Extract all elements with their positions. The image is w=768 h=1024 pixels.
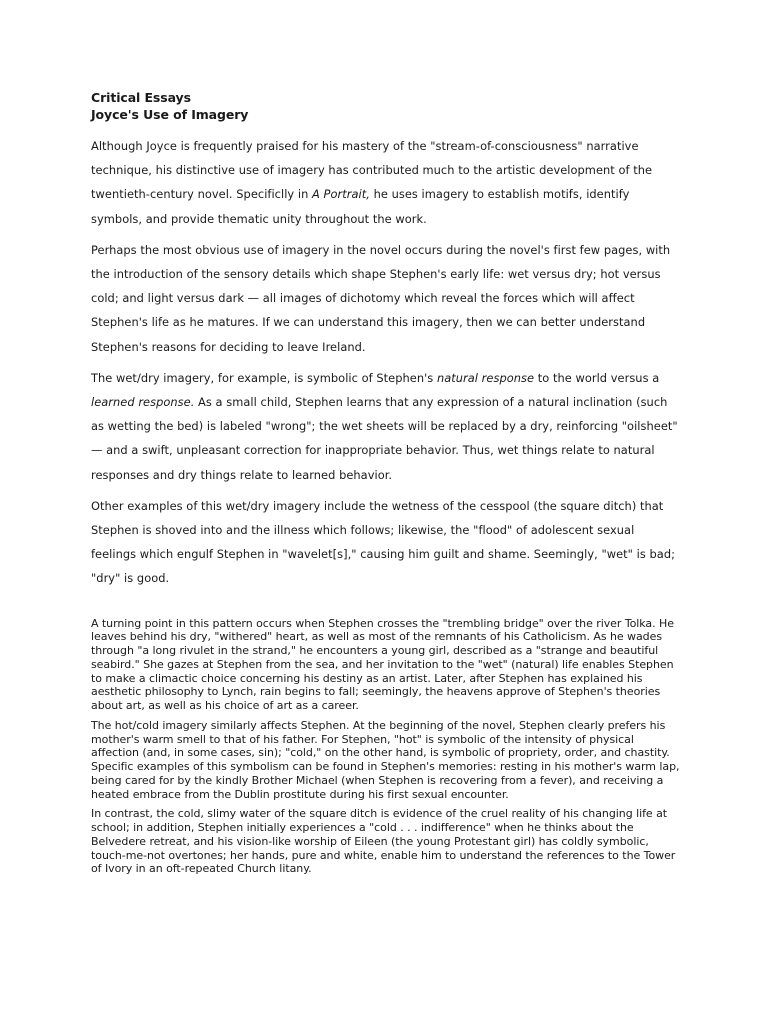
essay-section-secondary [91, 617, 681, 877]
page-title: Joyce's Use of Imagery [91, 107, 249, 122]
paragraph-intro-text: Although Joyce is frequently praised for his mastery of the "stream-of-consciousness" narrative technique, his distinctive use of imagery has contributed much to the artistic development of the twentieth-century novel. Specificlly in [91, 139, 653, 202]
section-kicker: Critical Essays [91, 90, 191, 105]
paragraph-dichotomy: Perhaps the most obvious use of imagery in the novel occurs during the novel's first few pages, with the introduction of the sensory details which shape Stephen's early life: wet versus dry; hot versus cold; and light versus dark — all images of dichotomy which reveal the forces which will affect Stephen's life as he matures. If we can understand this imagery, then we can better understand Stephen's reasons for deciding to leave Ireland. [91, 242, 671, 354]
paragraph-intro-italic: A Portrait, [312, 187, 370, 202]
paragraph-wet-dry [91, 366, 681, 487]
paragraph-wet-dry-tail: As a small child, Stephen learns that any expression of a natural inclination (such as wetting the bed) is labeled "wrong"; the wet sheets will be replaced by a dry, reinforcing "oilsheet" — and a swift, unpleasant correction for inappropriate behavior. Thus, wet things relate to natural responses and dry things relate to learned behavior. [91, 395, 678, 482]
paragraph-wet-dry-head: The wet/dry imagery, for example, is symbolic of Stephen's [91, 370, 437, 385]
essay-section-primary [91, 134, 681, 591]
paragraph-turning-point: A turning point in this pattern occurs when Stephen crosses the "trembling bridge" over the river Tolka. He leaves behind his dry, "withered" heart, as well as most of the remnants of his Catholicism. As he wades through "a long rivulet in the strand," he encounters a young girl, described as a "strange and beautiful seabird." She gazes at Stephen from the sea, and her invitation to the "wet" (natural) life enables Stephen to make a climactic choice concerning his destiny as an artist. Later, after Stephen has explained his aesthetic philosophy to Lynch, rain begins to fall; seemingly, the heavens approve of Stephen's theories about art, as well as his choice of art as a career. [91, 616, 674, 713]
document-page [91, 89, 681, 882]
paragraph-wet-dry-italic-2: learned response. [91, 395, 195, 410]
paragraph-intro-tail: he uses imagery to establish motifs, identify symbols, and provide thematic unity throughout the work. [91, 187, 630, 226]
paragraph-wet-dry-mid: to the world versus a [534, 370, 660, 385]
paragraph-hot-cold: The hot/cold imagery similarly affects Stephen. At the beginning of the novel, Stephen clearly prefers his mother's warm smell to that of his father. For Stephen, "hot" is symbolic of the intensity of physical affection (and, in some cases, sin); "cold," on the other hand, is symbolic of propriety, order, and chastity. Specific examples of this symbolism can be found in Stephen's memories: resting in his mother's warm lap, being cared for by the kindly Brother Michael (when Stephen is recovering from a fever), and receiving a heated embrace from the Dublin prostitute during his first sexual encounter. [91, 718, 680, 801]
paragraph-wet-dry-italic-1: natural response [436, 370, 535, 385]
paragraph-intro [91, 134, 681, 231]
paragraph-wet-dry-examples: Other examples of this wet/dry imagery include the wetness of the cesspool (the square ditch) that Stephen is shoved into and the illness which follows; likewise, the "flood" of adolescent sexual feelings which engulf Stephen in "wavelet[s]," causing him guilt and shame. Seemingly, "wet" is bad; "dry" is good. [91, 498, 675, 586]
paragraph-contrast: In contrast, the cold, slimy water of the square ditch is evidence of the cruel reality of his changing life at school; in addition, Stephen initially experiences a "cold . . . indifference" when he thinks about the Belvedere retreat, and his vision-like worship of Eileen (the young Protestant girl) has coldly symbolic, touch-me-not overtones; her hands, pure and white, enable him to understand the references to the Tower of Ivory in an oft-repeated Church litany. [91, 807, 676, 876]
